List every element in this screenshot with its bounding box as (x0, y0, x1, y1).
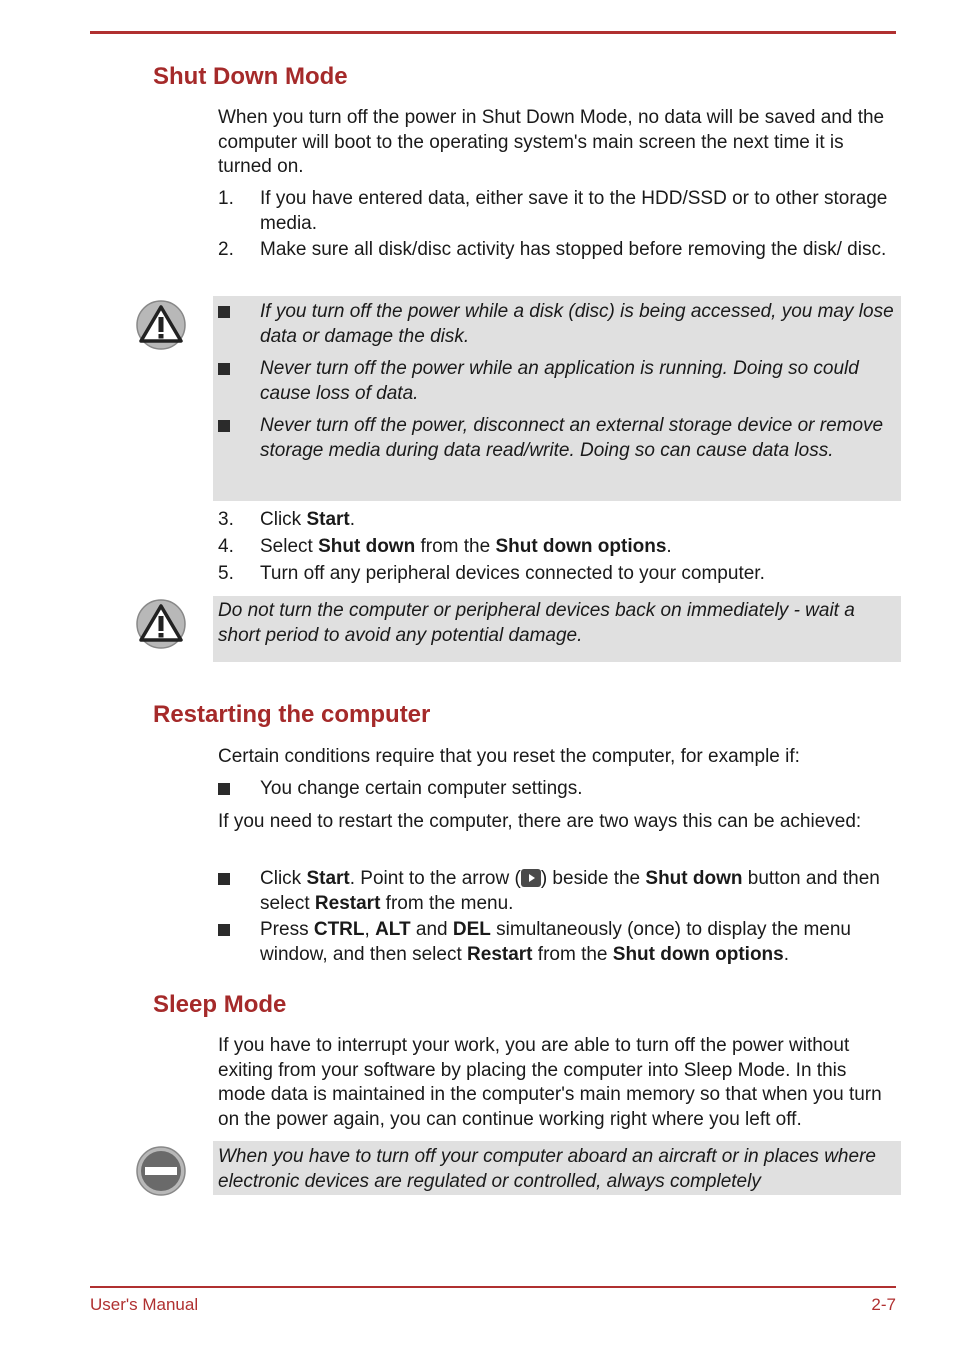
shutdown-intro: When you turn off the power in Shut Down Mode, no data will be saved and the computer will boot to the operating system's main screen the next time it is turned on. (218, 107, 885, 177)
caution-item: Never turn off the power while an application is running. Doing so could cause loss of data. (218, 357, 898, 406)
restart-option-1: Click Start. Point to the arrow ( ) beside the Shut down button and then select Restart from the menu. (218, 867, 898, 916)
heading-shut-down-mode: Shut Down Mode (153, 63, 348, 90)
bullet-square (218, 873, 230, 885)
bullet-square (218, 306, 230, 318)
arrow-icon (521, 869, 541, 887)
footer-manual-title: User's Manual (90, 1295, 199, 1314)
bullet-square (218, 420, 230, 432)
step-1: 1. If you have entered data, either save it to the HDD/SSD or to other storage media. (218, 188, 888, 234)
step-3: 3. Click Start. (218, 509, 356, 530)
caution-note-1 (213, 296, 901, 501)
caution-note-2: Do not turn the computer or peripheral devices back on immediately - wait a short period to avoid any potential damage. (213, 596, 901, 662)
step-4: 4. Select Shut down from the Shut down options. (218, 536, 672, 557)
sleep-intro: If you have to interrupt your work, you are able to turn off the power without exiting from your software by placing the computer into Sleep Mode. In this mode data is maintained in the computer's main memory so that when you turn on the power again, you can continue working right where you left off. (218, 1035, 882, 1130)
top-rule (90, 31, 896, 34)
caution-item: Never turn off the power, disconnect an external storage device or remove storage media during data read/write. Doing so can cause data loss. (218, 414, 898, 463)
restart-intro: Certain conditions require that you reset the computer, for example if: (218, 746, 800, 767)
bullet-square (218, 363, 230, 375)
prohibited-icon (135, 1145, 187, 1197)
step-2: 2. Make sure all disk/disc activity has stopped before removing the disk/ disc. (218, 239, 887, 260)
sleep-note: When you have to turn off your computer aboard an aircraft or in places where electronic devices are regulated or controlled, always completely (213, 1141, 901, 1195)
step-5: 5. Turn off any peripheral devices connected to your computer. (218, 563, 765, 584)
heading-sleep-mode: Sleep Mode (153, 991, 287, 1018)
heading-restarting: Restarting the computer (153, 701, 431, 728)
bullet-square (218, 783, 230, 795)
footer-page-number: 2-7 (871, 1295, 896, 1314)
caution-item: If you turn off the power while a disk (disc) is being accessed, you may lose data or damage the disk. (218, 300, 898, 349)
bullet-square (218, 924, 230, 936)
restart-para2: If you need to restart the computer, there are two ways this can be achieved: (218, 811, 862, 832)
caution-triangle-icon (135, 299, 187, 351)
restart-option-2: Press CTRL, ALT and DEL simultaneously (once) to display the menu window, and then select Restart from the Shut down options. (218, 918, 898, 967)
caution-triangle-icon (135, 598, 187, 650)
footer-rule (90, 1286, 896, 1288)
restart-bullet: You change certain computer settings. (218, 777, 898, 802)
